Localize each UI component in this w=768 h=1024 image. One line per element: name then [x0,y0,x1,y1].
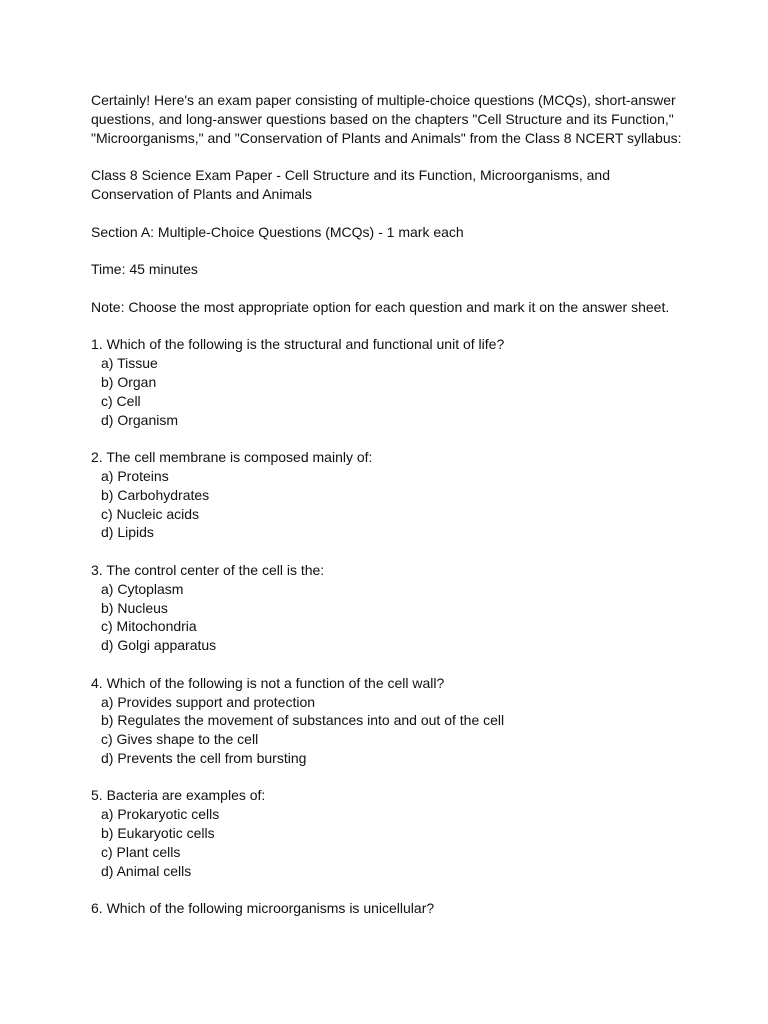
answer-option: b) Organ [101,373,157,390]
answer-option: b) Nucleus [101,599,168,616]
question-item [91,786,691,880]
answer-option: a) Cytoplasm [101,580,184,597]
answer-option: a) Tissue [101,355,158,372]
exam-title: Class 8 Science Exam Paper - Cell Structure and its Function, Microorganisms, and Conservation of Plants and Animals [91,167,610,202]
question-text: 5. Bacteria are examples of: [91,787,266,804]
document-body [91,91,691,937]
answer-option: a) Provides support and protection [101,693,316,710]
question-text: 3. The control center of the cell is the: [91,561,325,578]
answer-option: c) Mitochondria [101,618,197,635]
question-text: 6. Which of the following microorganisms is unicellular? [91,900,435,917]
answer-option: d) Organism [101,411,179,428]
question-text: 4. Which of the following is not a function of the cell wall? [91,674,445,691]
answer-option: a) Prokaryotic cells [101,806,220,823]
answer-option: c) Gives shape to the cell [101,731,259,748]
time-limit: Time: 45 minutes [91,261,198,278]
question-text: 1. Which of the following is the structural and functional unit of life? [91,336,505,353]
answer-option: d) Lipids [101,524,154,541]
question-item [91,448,691,542]
answer-option: b) Regulates the movement of substances into and out of the cell [101,712,505,729]
question-item [91,674,691,768]
instructions-note: Note: Choose the most appropriate option for each question and mark it on the answer sheet. [91,298,670,315]
question-list [91,335,691,918]
answer-option: c) Nucleic acids [101,505,200,522]
answer-option: c) Cell [101,392,141,409]
answer-option: d) Animal cells [101,862,192,879]
question-item [91,899,691,918]
answer-option: b) Eukaryotic cells [101,825,215,842]
answer-option: d) Prevents the cell from bursting [101,749,307,766]
answer-option: d) Golgi apparatus [101,637,217,654]
question-text: 2. The cell membrane is composed mainly of: [91,449,373,466]
section-heading: Section A: Multiple-Choice Questions (MCQs) - 1 mark each [91,223,464,240]
answer-option: b) Carbohydrates [101,486,210,503]
answer-option: c) Plant cells [101,843,181,860]
answer-option: a) Proteins [101,467,169,484]
question-item [91,561,691,655]
question-item [91,335,691,429]
intro-paragraph: Certainly! Here's an exam paper consisting of multiple-choice questions (MCQs), short-answer questions, and long-answer questions based on the chapters "Cell Structure and its Function," "Microorganisms," and "Conservation of Plants and Animals" from the Class 8 NCERT syllabus: [91,92,682,146]
